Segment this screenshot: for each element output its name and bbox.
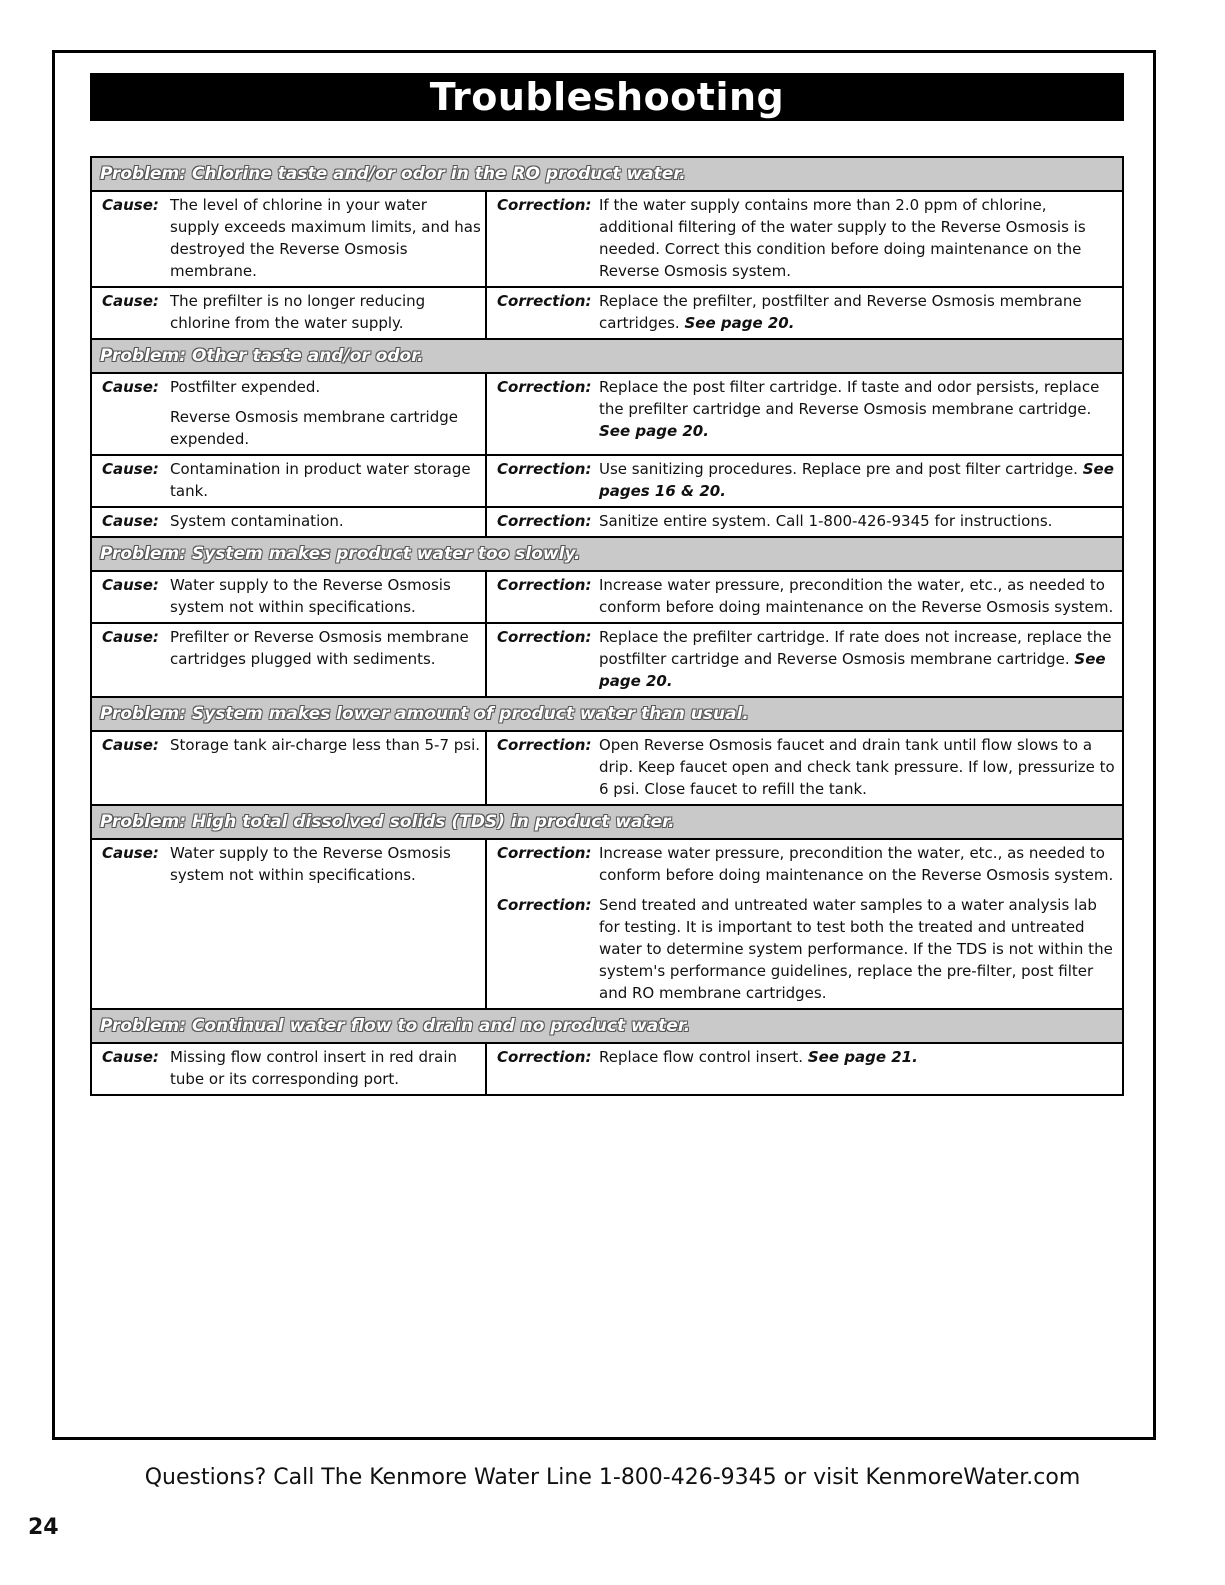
cause-cell <box>92 624 487 696</box>
problem-heading: Problem: High total dissolved solids (TDS) in product water. <box>92 806 1122 840</box>
page-reference: See page 20. <box>684 314 795 332</box>
table-row <box>92 572 1122 624</box>
cause-label: Cause: <box>102 628 159 646</box>
correction-cell <box>487 624 1122 696</box>
cause-cell <box>92 456 487 506</box>
cause-text: Prefilter or Reverse Osmosis membrane cartridges plugged with sediments. <box>170 628 469 668</box>
correction-text: Increase water pressure, precondition the water, etc., as needed to conform before doing maintenance on the Reverse Osmosis system. <box>599 844 1114 884</box>
cause-text: System contamination. <box>170 512 344 530</box>
correction-text: Replace the post filter cartridge. If taste and odor persists, replace the prefilter cartridge and Reverse Osmosis membrane cartridge. <box>599 378 1100 418</box>
table-row <box>92 192 1122 288</box>
correction-cell <box>487 572 1122 622</box>
cause-text: Water supply to the Reverse Osmosis system not within specifications. <box>170 576 451 616</box>
correction-label: Correction: <box>497 378 592 396</box>
table-row <box>92 508 1122 538</box>
correction-cell <box>487 840 1122 1008</box>
correction-label: Correction: <box>497 896 592 914</box>
correction-cell <box>487 288 1122 338</box>
page-reference: See page 21. <box>807 1048 918 1066</box>
table-row <box>92 840 1122 1010</box>
table-row <box>92 1044 1122 1096</box>
correction-text: Sanitize entire system. Call 1-800-426-9345 for instructions. <box>599 512 1053 530</box>
correction-cell <box>487 374 1122 454</box>
page-number: 24 <box>28 1515 59 1540</box>
correction-label: Correction: <box>497 628 592 646</box>
cause-label: Cause: <box>102 460 159 478</box>
correction-cell <box>487 508 1122 536</box>
correction-text: Increase water pressure, precondition the water, etc., as needed to conform before doing maintenance on the Reverse Osmosis system. <box>599 576 1114 616</box>
table-row <box>92 456 1122 508</box>
cause-cell <box>92 374 487 454</box>
cause-cell <box>92 840 487 1008</box>
cause-text: The level of chlorine in your water supply exceeds maximum limits, and has destroyed the Reverse Osmosis membrane. <box>170 196 481 280</box>
correction-text: Open Reverse Osmosis faucet and drain tank until flow slows to a drip. Keep faucet open and check tank pressure. If low, pressurize to 6 psi. Close faucet to refill the tank. <box>599 736 1115 798</box>
cause-label: Cause: <box>102 736 159 754</box>
cause-cell <box>92 1044 487 1094</box>
cause-label: Cause: <box>102 1048 159 1066</box>
cause-label: Cause: <box>102 196 159 214</box>
correction-text: If the water supply contains more than 2.0 ppm of chlorine, additional filtering of the water supply to the Reverse Osmosis is needed. Correct this condition before doing maintenance on the Reverse Osmosis system. <box>599 196 1086 280</box>
correction-label: Correction: <box>497 1048 592 1066</box>
page-reference: See pages 16 & 20. <box>599 460 1114 500</box>
page-reference: See page 20. <box>599 422 709 440</box>
correction-cell <box>487 1044 1122 1094</box>
cause-text: Missing flow control insert in red drain tube or its corresponding port. <box>170 1048 458 1088</box>
correction-label: Correction: <box>497 196 592 214</box>
cause-cell <box>92 732 487 804</box>
cause-text: Water supply to the Reverse Osmosis system not within specifications. <box>170 844 451 884</box>
table-row <box>92 732 1122 806</box>
correction-text: Replace flow control insert. <box>599 1048 804 1066</box>
cause-text: Reverse Osmosis membrane cartridge expended. <box>170 408 458 448</box>
table-row <box>92 624 1122 698</box>
correction-label: Correction: <box>497 292 592 310</box>
problem-heading: Problem: Chlorine taste and/or odor in the RO product water. <box>92 158 1122 192</box>
cause-cell <box>92 572 487 622</box>
correction-cell <box>487 732 1122 804</box>
page-reference: See page 20. <box>599 650 1106 690</box>
cause-cell <box>92 192 487 286</box>
cause-text: Storage tank air-charge less than 5-7 psi. <box>170 736 481 754</box>
cause-label: Cause: <box>102 378 159 396</box>
troubleshooting-table <box>90 156 1124 1096</box>
cause-text: Contamination in product water storage tank. <box>170 460 471 500</box>
correction-label: Correction: <box>497 512 592 530</box>
table-row <box>92 374 1122 456</box>
cause-label: Cause: <box>102 512 159 530</box>
correction-cell <box>487 456 1122 506</box>
correction-cell <box>487 192 1122 286</box>
problem-heading: Problem: System makes lower amount of product water than usual. <box>92 698 1122 732</box>
correction-label: Correction: <box>497 736 592 754</box>
footer-contact: Questions? Call The Kenmore Water Line 1-800-426-9345 or visit KenmoreWater.com <box>144 1465 1081 1490</box>
cause-label: Cause: <box>102 576 159 594</box>
cause-text: The prefilter is no longer reducing chlorine from the water supply. <box>170 292 426 332</box>
problem-heading: Problem: Continual water flow to drain and no product water. <box>92 1010 1122 1044</box>
page-title: Troubleshooting <box>90 73 1124 121</box>
problem-heading: Problem: Other taste and/or odor. <box>92 340 1122 374</box>
correction-label: Correction: <box>497 460 592 478</box>
correction-label: Correction: <box>497 576 592 594</box>
cause-cell <box>92 508 487 536</box>
correction-text: Replace the prefilter, postfilter and Reverse Osmosis membrane cartridges. <box>599 292 1082 332</box>
problem-heading: Problem: System makes product water too slowly. <box>92 538 1122 572</box>
cause-label: Cause: <box>102 292 159 310</box>
correction-text: Use sanitizing procedures. Replace pre and post filter cartridge. <box>599 460 1078 478</box>
correction-text: Send treated and untreated water samples to a water analysis lab for testing. It is important to test both the treated and untreated water to determine system performance. If the TDS is not within the system's performance guidelines, replace the pre-filter, post filter and RO membrane cartridges. <box>599 896 1113 1002</box>
cause-label: Cause: <box>102 844 159 862</box>
correction-label: Correction: <box>497 844 592 862</box>
table-row <box>92 288 1122 340</box>
correction-text: Replace the prefilter cartridge. If rate does not increase, replace the postfilter cartridge and Reverse Osmosis membrane cartridge. <box>599 628 1112 668</box>
cause-cell <box>92 288 487 338</box>
cause-text: Postfilter expended. <box>170 378 321 396</box>
